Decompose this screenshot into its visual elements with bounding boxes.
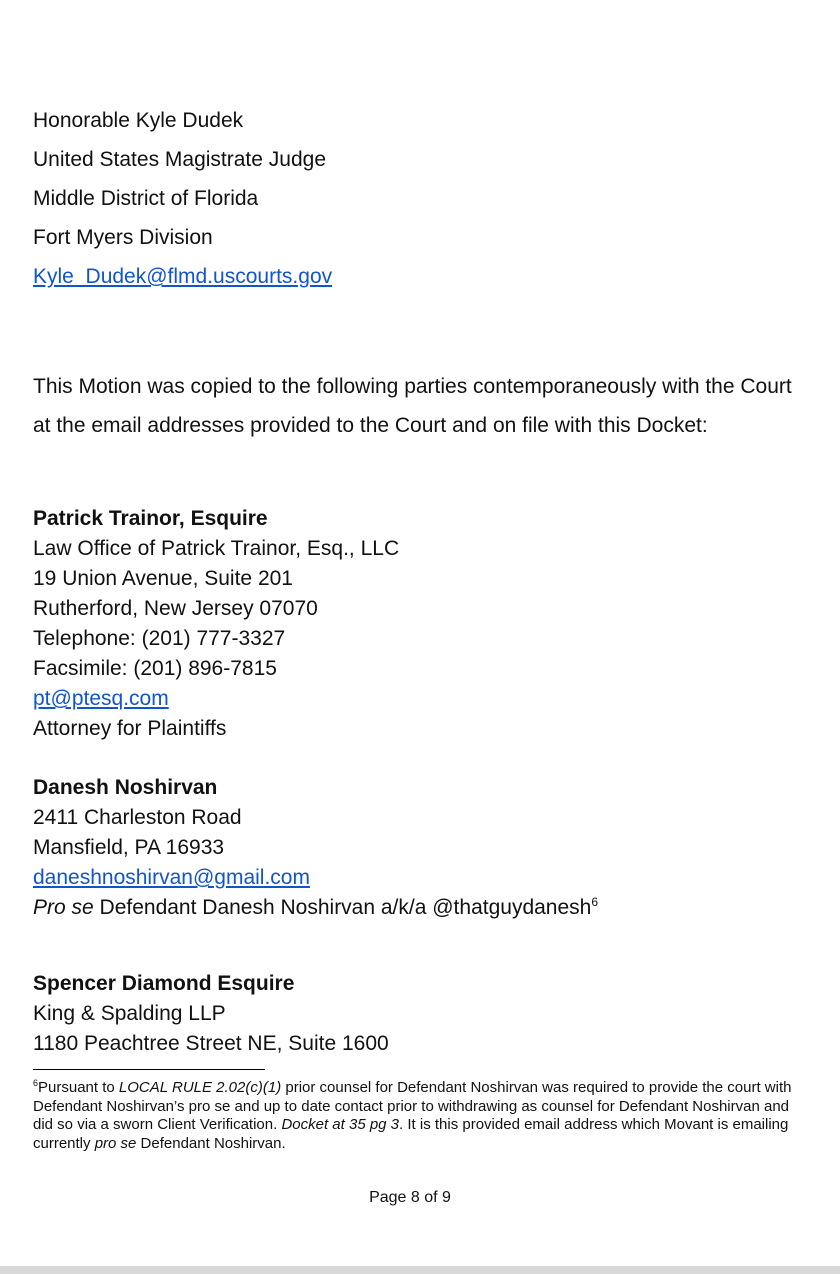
party-address-line-2: Rutherford, New Jersey 07070 [33,597,318,620]
judge-name: Honorable Kyle Dudek [33,109,244,132]
judge-address-block [33,101,332,296]
party-email-link[interactable]: daneshnoshirvan@gmail.com [33,866,310,889]
party-address-line-2: Mansfield, PA 16933 [33,836,225,859]
footnote-text-3: . It is this provided email address which Movant is emailing currently [33,1116,789,1152]
party-address-line-1: 2411 Charleston Road [33,806,242,829]
party-firm: Law Office of Patrick Trainor, Esq., LLC [33,537,400,560]
judge-division: Fort Myers Division [33,226,213,249]
footnote-rule-citation: LOCAL RULE 2.02(c)(1) [118,1079,282,1096]
footnote-number: 6 [33,1078,39,1088]
viewer-bottom-edge [0,1266,840,1274]
party-firm: King & Spalding LLP [33,1002,226,1025]
judge-title: United States Magistrate Judge [33,148,326,171]
footnote-pro-se: pro se [94,1134,137,1152]
footnote-reference[interactable]: 6 [591,895,599,909]
party-name: Danesh Noshirvan [33,776,218,799]
footnote-text-1: Pursuant to [38,1079,119,1096]
party-address-line-1: 19 Union Avenue, Suite 201 [33,567,293,590]
footnote-text-4: Defendant Noshirvan. [136,1134,286,1152]
party-role [33,893,598,923]
party-telephone: Telephone: (201) 777-3327 [33,627,286,650]
judge-district: Middle District of Florida [33,187,259,210]
page-number: Page 8 of 9 [369,1189,451,1206]
judge-email-link[interactable]: Kyle_Dudek@flmd.uscourts.gov [33,265,333,288]
pro-se-label: Pro se [33,896,94,919]
footnote-separator [33,1069,265,1070]
party-role: Attorney for Plaintiffs [33,717,227,740]
party-block-diamond [33,969,389,1059]
party-name: Patrick Trainor, Esquire [33,507,268,530]
party-email-link[interactable]: pt@ptesq.com [33,687,169,710]
footnote-docket-citation: Docket at 35 pg 3 [281,1116,400,1133]
party-name: Spencer Diamond Esquire [33,972,295,995]
party-facsimile: Facsimile: (201) 896-7815 [33,657,277,680]
party-block-noshirvan [33,773,598,923]
footnote-6 [33,1079,803,1153]
service-intro-paragraph: This Motion was copied to the following parties contemporaneously with the Court at the email addresses provided to the Court and on file with this Docket: [33,375,792,437]
party-role-text: Defendant Danesh Noshirvan a/k/a @thatguydanesh [93,896,592,919]
party-block-trainor [33,504,399,744]
party-address-line-1: 1180 Peachtree Street NE, Suite 1600 [33,1032,389,1055]
footnote-text-2: prior counsel for Defendant Noshirvan was required to provide the court with Defendant Noshirvan’s pro se and up to date contact prior to withdrawing as counsel for Defendant Noshirvan and did so via a sworn Client Verification. [33,1079,792,1133]
